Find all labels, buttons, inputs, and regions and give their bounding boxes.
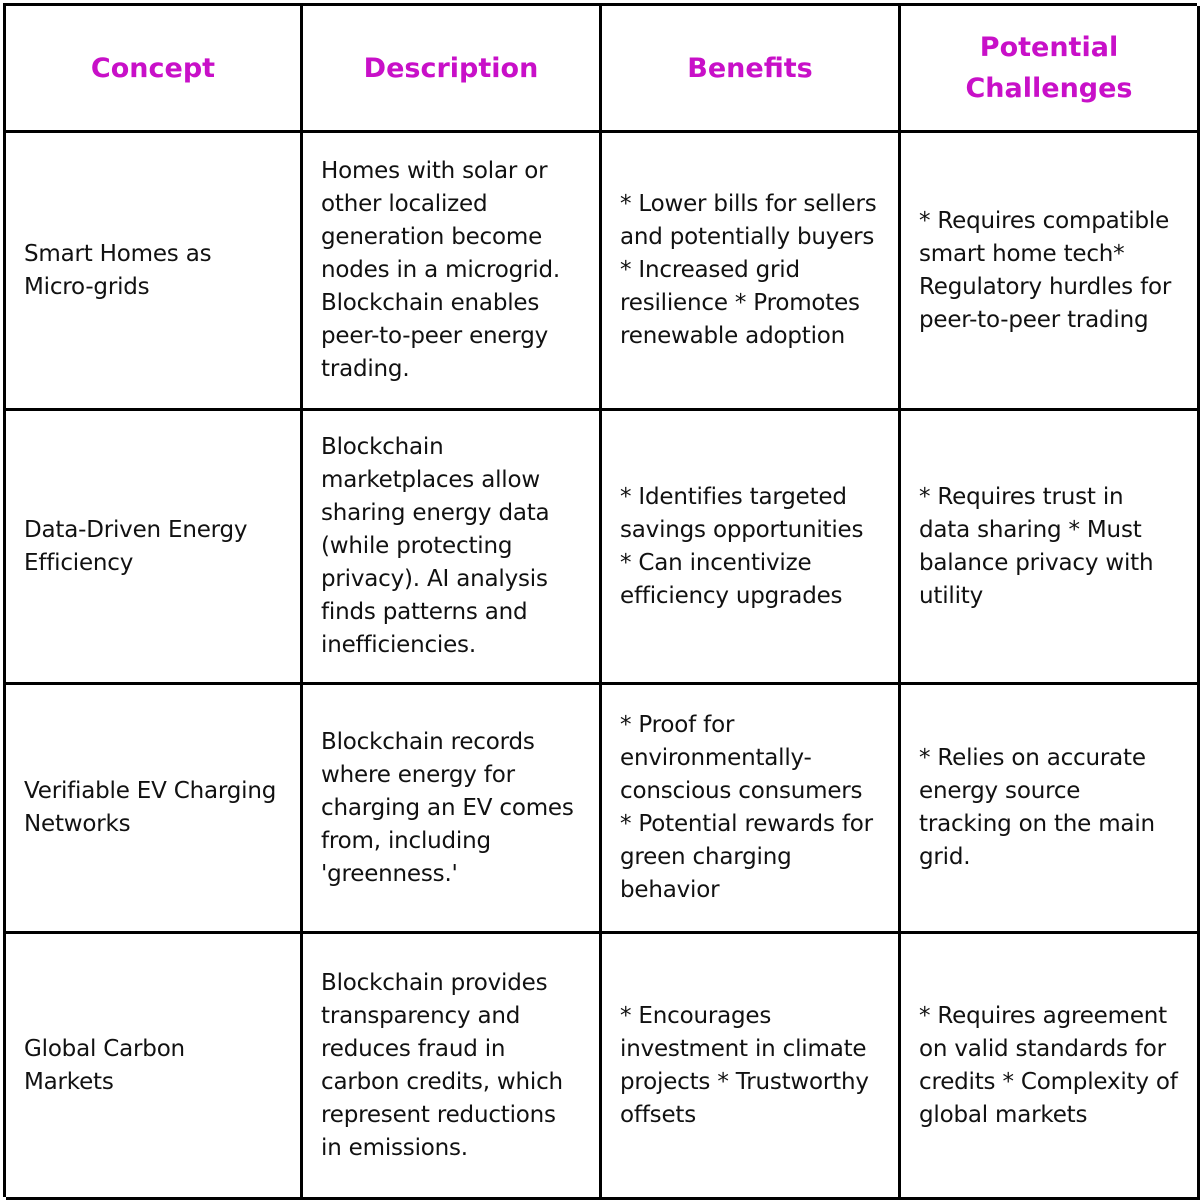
benefits-text: * Lower bills for sellers and potentially buyers * Increased grid resilience * Promotes renewable adoption [620,191,877,349]
table-cell-concept [6,133,303,411]
benefits-text: * Encourages investment in climate projects * Trustworthy offsets [620,1002,869,1128]
header-label: Concept [90,52,216,84]
table-cell-benefits [602,411,901,685]
table-cell-description [303,685,602,934]
concept-text: Global Carbon Markets [24,1035,185,1095]
header-label: Benefits [687,52,813,84]
table-cell-challenges [901,133,1200,411]
header-label: Description [363,52,539,84]
table-cell-concept [6,685,303,934]
table-cell-challenges [901,934,1200,1200]
table-cell-concept [6,934,303,1200]
challenges-text: * Requires agreement on valid standards for credits * Complexity of global markets [919,1002,1178,1128]
description-text: Blockchain records where energy for charging an EV comes from, including 'greenness.' [321,728,574,887]
description-text: Blockchain provides transparency and reduces fraud in carbon credits, which represent reductions in emissions. [321,969,563,1161]
header-label: Potential Challenges [965,32,1133,104]
table-cell-description [303,934,602,1200]
challenges-text: * Requires trust in data sharing * Must balance privacy with utility [919,483,1154,609]
table-cell-benefits [602,685,901,934]
table-cell-challenges [901,685,1200,934]
concept-text: Verifiable EV Charging Networks [24,778,277,837]
concept-text: Data-Driven Energy Efficiency [24,516,248,576]
description-text: Homes with solar or other localized generation become nodes in a microgrid. Blockchain enables peer-to-peer energy trading. [321,158,560,382]
header-benefits [602,6,901,133]
table-cell-concept [6,411,303,685]
header-potential-challenges [901,6,1200,133]
table-cell-challenges [901,411,1200,685]
table-cell-description [303,411,602,685]
concept-text: Smart Homes as Micro-grids [24,240,212,300]
challenges-text: * Requires compatible smart home tech* Regulatory hurdles for peer-to-peer trading [919,207,1172,333]
description-text: Blockchain marketplaces allow sharing energy data (while protecting privacy). AI analysis finds patterns and inefficiencies. [321,434,550,658]
header-description [303,6,602,133]
comparison-table [3,3,1197,1197]
benefits-text: * Identifies targeted savings opportunities * Can incentivize efficiency upgrades [620,483,864,609]
header-concept [6,6,303,133]
table-cell-benefits [602,133,901,411]
table-cell-benefits [602,934,901,1200]
table-cell-description [303,133,602,411]
challenges-text: * Relies on accurate energy source tracking on the main grid. [919,745,1155,870]
benefits-text: * Proof for environmentally-conscious consumers * Potential rewards for green charging behavior [620,712,873,903]
